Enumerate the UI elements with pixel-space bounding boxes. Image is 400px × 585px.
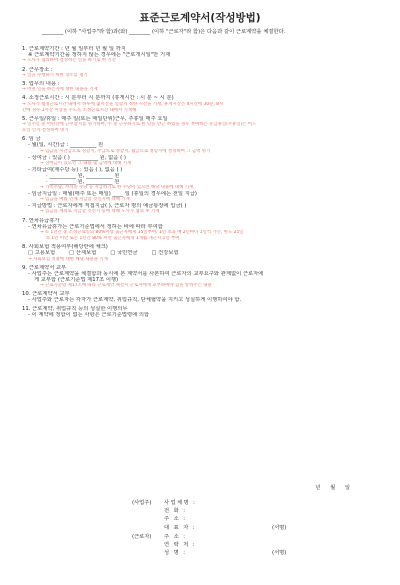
contract-date: 년 월 일 xyxy=(315,485,350,491)
clause-line: - 월(일, 시간)급 : __________ 원 xyxy=(28,142,104,149)
signature-mark[interactable]: (서명) xyxy=(272,524,287,531)
guidance-note: ② 1년 미만 또는 1년간 80% 미만 출근자에게 1개월 개근시 1일 부여 xyxy=(46,236,180,242)
guidance-note: 간에 경우 1시간 이상을 주도록 소정근로시간 내에서 기재해 xyxy=(22,107,137,113)
field-label: 주 소 : xyxy=(164,534,187,540)
clause-line: - 연차유급휴가는 근로기준법에서 정하는 바에 따라 부여함 xyxy=(28,223,163,230)
clause-line: 6. 임 금 xyxy=(22,136,41,143)
clause-line: 3. 업무의 내용 : xyxy=(22,81,60,88)
clause-line: 2. 근무장소 : xyxy=(22,66,53,73)
clause-line: 8. 사회보험 적용여부(해당란에 체크) xyxy=(22,244,108,251)
field-label: 성 명 : xyxy=(164,550,187,557)
guidance-note: → ① 1년간 총 소정근로일의 80%이상 출근자에게 15일부여, 1년 초과 매 2년마다 1일씩 가산, 한도 25일 xyxy=(40,229,244,235)
guidance-note: → 일을 수행하기 위한 장소를 명기 xyxy=(22,72,88,78)
intro-sentence: ________ (이하 "사업주"라 함)과(와) ________ (이하 "근로자"라 함)은 다음과 같이 근로계약을 체결한다. xyxy=(42,29,286,35)
guidance-note: → 임금을 시간급으로 정할지, 주급으로 정할지, 월급으로 정할지에 결정하여 그 금액 명기 xyxy=(40,148,211,154)
clause-line: · __________ 원, __________ 원 xyxy=(46,179,120,185)
guidance-note: 요일 인지 결정하여 명기 xyxy=(22,128,69,134)
guidance-note: → 일주일 중 어떤날에 근무할지를 명기하며, 주 중 근무하기로 한 날을 만근 하였을 경우 부여하는 유급휴일(주휴일)은 어느 xyxy=(22,121,257,127)
clause-line: 1. 근로계약기간 : 년 월 일부터 년 월 일 까지 xyxy=(22,46,126,53)
signature-mark[interactable]: (서명) xyxy=(272,550,287,557)
clause-line: ※ 근로계약기간을 정하지 않는 경우에는 "근로개시일"만 기재 xyxy=(28,52,171,59)
clause-line: - 사업주는 근로계약을 체결함과 동시에 본 계약서를 사본하여 근로자의 교부요구와 관계없이 근로자에 xyxy=(28,270,264,277)
clause-line: 10. 근로계약서 교부 xyxy=(22,291,70,298)
clause-line: - 이 계약에 정함이 없는 사항은 근로기준법령에 의함 xyxy=(28,311,150,318)
insurance-health[interactable]: □ 건강보험 xyxy=(151,250,179,257)
field-label: 전 화 : xyxy=(164,508,187,515)
insurance-industrial[interactable]: □ 산재보험 xyxy=(69,250,97,257)
guidance-note: → 노사가 협의하여 결정하는 일을 하기로 한 기간 xyxy=(22,58,117,64)
guidance-note: → 노사가 법정근로시간 내에서 하루에 몇시간을 일할지 정한 시간을 기재, 휴게시간은 4시간에 30분, 8시 xyxy=(22,101,224,107)
clause-line: 11. 근로계약, 취업규칙 등의 성실한 이행의무 xyxy=(22,305,128,312)
clause-line: · __________ 원, __________ 원 xyxy=(46,172,120,179)
clauses-1-to-8 xyxy=(22,46,384,250)
guidance-note: → 사회보험 적용에 대한 해당 내용을 기재 xyxy=(28,256,108,262)
clause-line: - 상여금 : 있음 ( ) __________ 원, 없음 ( ) xyxy=(28,154,126,161)
document-title: 표준근로계약서(작성방법) xyxy=(139,12,261,24)
guidance-note: → 임금을 계좌로 지급할 것인지 등에 대해 노사가 협의 후 기재 xyxy=(40,209,160,215)
field-label: 사업체명 : xyxy=(164,500,197,506)
clause-line: 게 교부함 (근로기준법 제17조 이행) xyxy=(34,276,119,283)
insurance-employment[interactable]: □ 고용보험 xyxy=(28,250,56,257)
guidance-note: → 임금을 매월 언제 지급할 것인지에 대해 기재 xyxy=(40,197,130,203)
clauses-9-to-11 xyxy=(22,257,384,318)
field-label: 주 소 : xyxy=(164,516,187,523)
clause-line: 7. 연차유급휴가 xyxy=(22,217,60,224)
guidance-note: → 가족수당, 자격증 수당 등 지급하기로 한 수당이 있으면 해당 내용에 대해 기재 xyxy=(40,185,194,191)
clause-line: - 임금지급일 : 매월(매주 또는 매일) ____ 일 (휴일의 경우에는 전일 지급) xyxy=(28,191,197,198)
clause-line: - 사업주와 근로자는 각자가 근로계약, 취업규칙, 단체협약을 지키고 성실하게 이행하여야 함. xyxy=(28,297,242,304)
guidance-note: → 어떤 일을 하는지에 대한 내용을 기재 xyxy=(22,87,98,93)
field-label: 연 락 처 : xyxy=(164,542,196,549)
clause-line: - 기타급여(제수당 등) : 있음 ( ), 없음 ( ) xyxy=(28,166,123,173)
guidance-note: → 근로기준법 제17조에 따라 근로계약 체결시 근로자에게 교부하여야 함을 알려주는 내용 xyxy=(40,283,212,289)
guidance-note: → 상여금이 있으면 그 내용 및 금액에 대해 기재 xyxy=(40,160,132,166)
field-label: 대 표 자 : xyxy=(164,524,196,531)
party-label: (사업주) xyxy=(132,500,152,506)
clause-line: - 지급방법 : 근로자에게 직접지급( ), 근로자 명의 예금통장에 입금( ) xyxy=(28,203,187,210)
clause-line: 4. 소정근로시간 : 시 분부터 시 분까지 (휴게시간 : 시 분 ~ 시 분) xyxy=(22,95,174,102)
insurance-pension[interactable]: □ 국민연금 xyxy=(110,250,138,257)
contract-body xyxy=(22,44,384,318)
party-label: (근로자) xyxy=(132,534,152,540)
clause-line: 9. 근로계약서 교부 xyxy=(22,264,67,271)
clause-line: 5. 근무일/휴일 : 매주 일(또는 매일단위)근무, 주휴일 매주 요일 xyxy=(22,115,168,122)
